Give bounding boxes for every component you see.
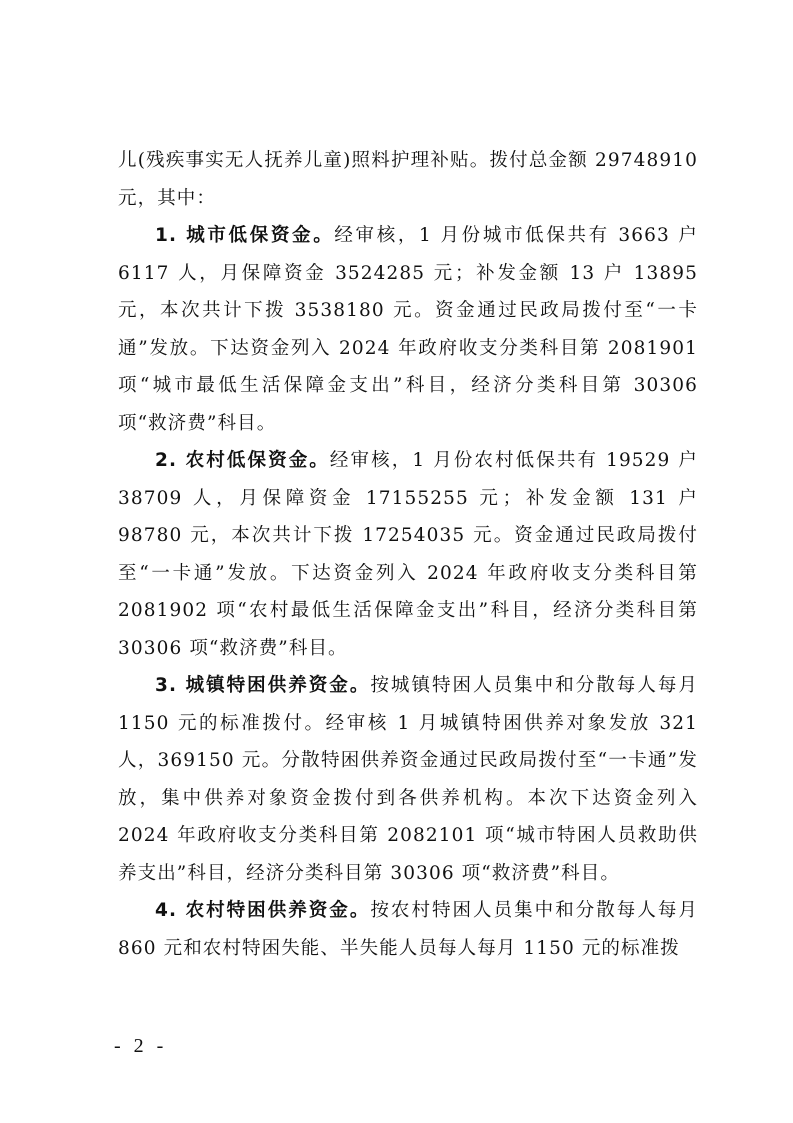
- item-3-body: 按城镇特困人员集中和分散每人每月 1150 元的标准拨付。经审核 1 月城镇特困供养对象发放 321 人，369150 元。分散特困供养资金通过民政局拨付至“一卡通”发放，集中供养对象资金拨付到各供养机构。本次下达资金列入 2024 年政府收支分类科目第 2082101 项“城市特困人员救助供养支出”科目，经济分类科目第 30306 项“救济费”科目。: [118, 675, 698, 884]
- item-1-body: 经审核，1 月份城市低保共有 3663 户 6117 人，月保障资金 3524285 元；补发金额 13 户 13895 元，本次共计下拨 3538180 元。资金通过民政局拨付至“一卡通”发放。下达资金列入 2024 年政府收支分类科目第 2081901 项“城市最低生活保障金支出”科目，经济分类科目第 30306 项“救济费”科目。: [118, 225, 698, 434]
- item-2-heading: 2. 农村低保资金。: [155, 450, 330, 471]
- item-1-paragraph: [118, 217, 698, 442]
- item-4-body: 按农村特困人员集中和分散每人每月 860 元和农村特困失能、半失能人员每人每月 1150 元的标准拨: [118, 900, 698, 959]
- intro-paragraph: 儿(残疾事实无人抚养儿童)照料护理补贴。拨付总金额 29748910 元，其中：: [118, 150, 698, 209]
- item-3-paragraph: [118, 667, 698, 892]
- body-text: [118, 142, 698, 967]
- item-3-heading: 3. 城镇特困供养资金。: [155, 675, 371, 696]
- page-number: - 2 -: [114, 1035, 168, 1057]
- item-1-heading: 1. 城市低保资金。: [155, 225, 335, 246]
- item-4-heading: 4. 农村特困供养资金。: [155, 900, 371, 921]
- item-2-paragraph: [118, 442, 698, 667]
- item-4-paragraph: [118, 892, 698, 967]
- item-2-body: 经审核，1 月份农村低保共有 19529 户 38709 人，月保障资金 17155255 元；补发金额 131 户 98780 元，本次共计下拨 17254035 元。资金通过民政局拨付至“一卡通”发放。下达资金列入 2024 年政府收支分类科目第 2081902 项“农村最低生活保障金支出”科目，经济分类科目第 30306 项“救济费”科目。: [118, 450, 699, 659]
